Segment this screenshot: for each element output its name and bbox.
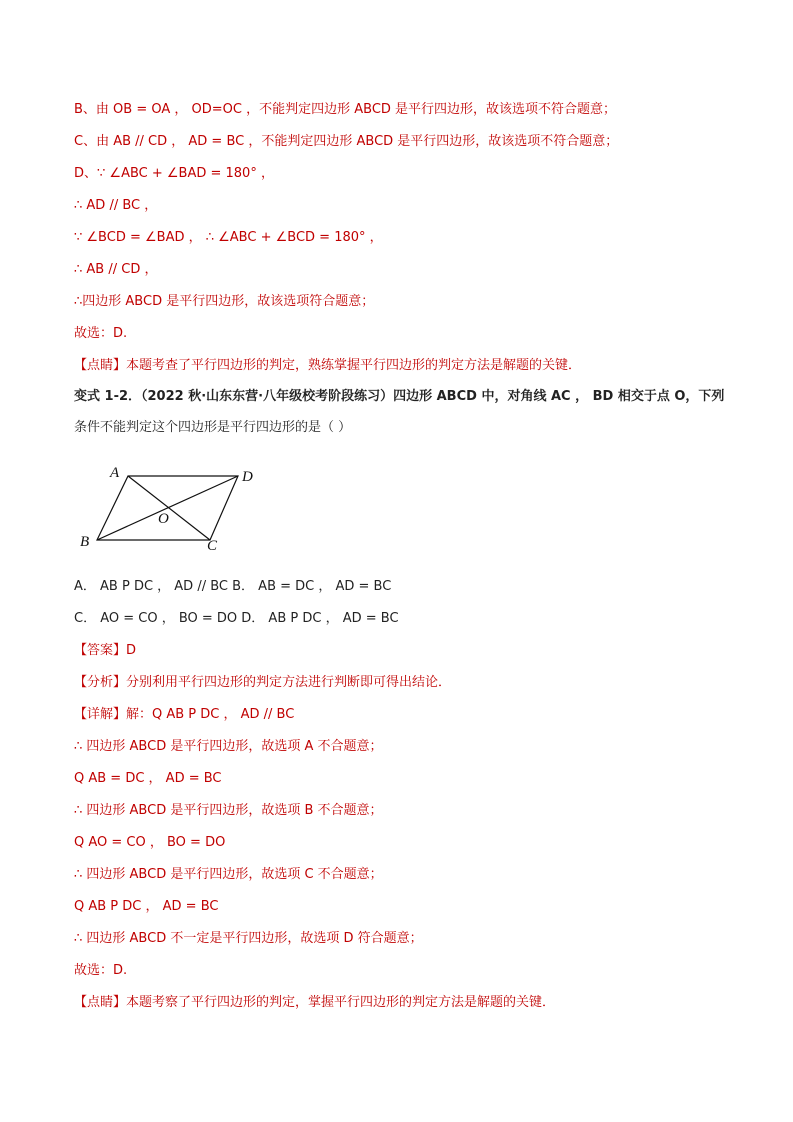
line-ad-parallel-bc: ∴ AD // BC ，: [74, 198, 158, 213]
options-row-2: C． AO = CO ， BO = DO D． AB P DC ， AD = BC: [74, 611, 399, 626]
diagonal-ac: [128, 476, 210, 540]
detail-conclusion-b: ∴ 四边形 ABCD 是平行四边形，故选项 B 不合题意；: [74, 803, 383, 818]
detail-condition-c: Q AO = CO ， BO = DO: [74, 835, 226, 850]
line-choose-d: 故选：D.: [74, 326, 128, 341]
parallelogram-figure: [70, 462, 270, 554]
line-b-option: B、由 OB = OA ， OD=OC ，不能判定四边形 ABCD 是平行四边形，故该选项不符合题意；: [74, 102, 617, 117]
line-comment-1: 【点睛】本题考查了平行四边形的判定，熟练掌握平行四边形的判定方法是解题的关键．: [74, 358, 582, 373]
label-d: D: [242, 469, 253, 485]
question-heading: 变式 1-2．（2022 秋·山东东营·八年级校考阶段练习）四边形 ABCD 中，对角线 AC ， BD 相交于点 O，下列: [74, 389, 725, 404]
label-o: O: [158, 511, 169, 527]
detail-conclusion-c: ∴ 四边形 ABCD 是平行四边形，故选项 C 不合题意；: [74, 867, 383, 882]
line-bcd-equals-bad: ∵ ∠BCD = ∠BAD ， ∴ ∠ABC + ∠BCD = 180° ，: [74, 230, 383, 245]
label-a: A: [110, 465, 120, 481]
line-c-option: C、由 AB // CD ， AD = BC ，不能判定四边形 ABCD 是平行四边形，故该选项不符合题意；: [74, 134, 619, 149]
detail-conclusion-d: ∴ 四边形 ABCD 不一定是平行四边形，故选项 D 符合题意；: [74, 931, 423, 946]
detail-condition-d: Q AB P DC ， AD = BC: [74, 899, 219, 914]
question-heading-cont: 条件不能判定这个四边形是平行四边形的是（ ）: [74, 420, 352, 435]
comment-2: 【点睛】本题考察了平行四边形的判定，掌握平行四边形的判定方法是解题的关键．: [74, 995, 556, 1010]
line-d-option: D、∵ ∠ABC + ∠BAD = 180° ，: [74, 166, 274, 181]
detail-conclusion-a: ∴ 四边形 ABCD 是平行四边形，故选项 A 不合题意；: [74, 739, 383, 754]
detail-condition-b: Q AB = DC ， AD = BC: [74, 771, 222, 786]
diagonal-bd: [97, 476, 238, 540]
detail-intro: 【详解】解：Q AB P DC ， AD // BC: [74, 707, 295, 722]
line-is-parallelogram: ∴四边形 ABCD 是平行四边形，故该选项符合题意；: [74, 294, 375, 309]
analysis: 【分析】分别利用平行四边形的判定方法进行判断即可得出结论．: [74, 675, 452, 690]
options-row-1: A． AB P DC ， AD // BC B． AB = DC ， AD = BC: [74, 579, 392, 594]
label-b: B: [80, 534, 90, 550]
detail-choose-d: 故选：D.: [74, 963, 128, 978]
answer: 【答案】D: [74, 643, 137, 658]
line-ab-parallel-cd: ∴ AB // CD ，: [74, 262, 158, 277]
label-c: C: [207, 538, 218, 554]
